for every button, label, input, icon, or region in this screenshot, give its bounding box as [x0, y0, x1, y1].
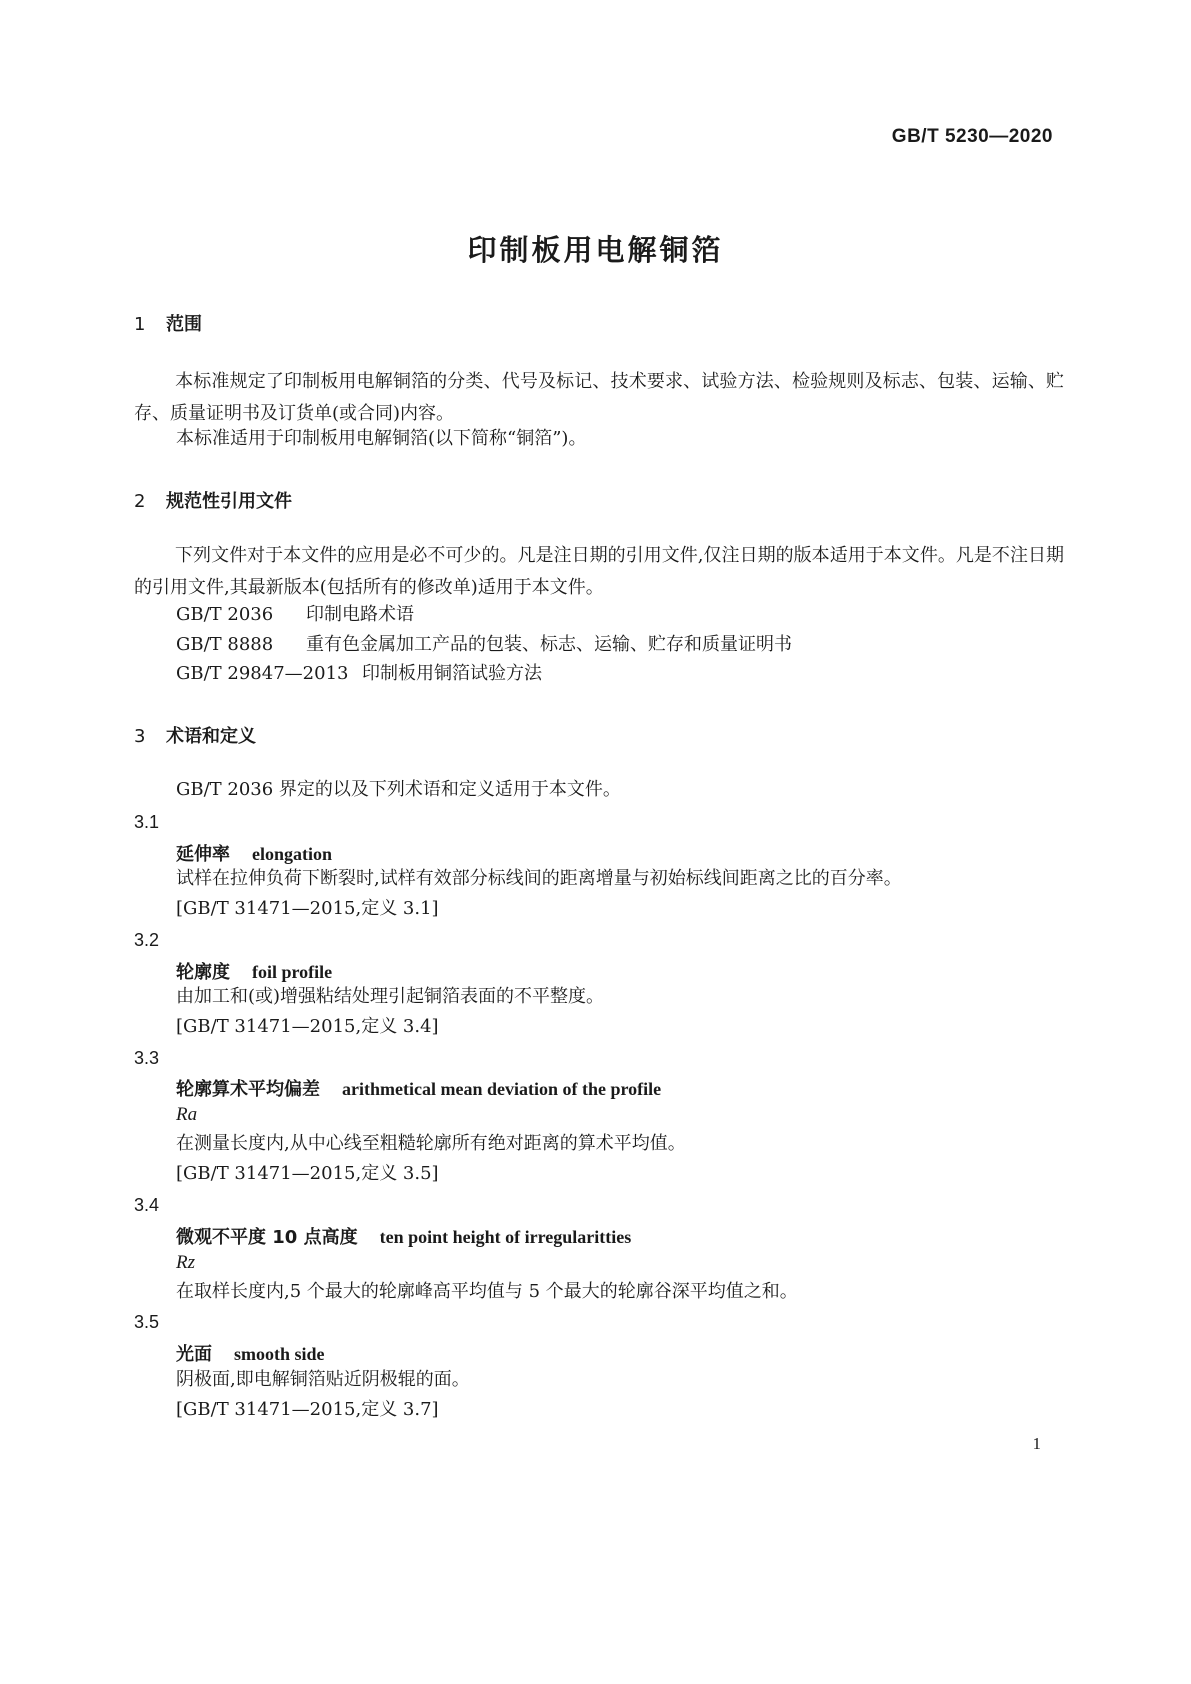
term-source: [GB/T 31471—2015,定义 3.1]: [176, 898, 439, 919]
term-definition: 由加工和(或)增强粘结处理引起铜箔表面的不平整度。: [176, 986, 605, 1007]
term-number: 3.3: [134, 1048, 160, 1068]
term-name-zh: 轮廓度: [176, 962, 230, 983]
term-name-zh: 轮廓算术平均偏差: [176, 1079, 320, 1100]
section-title: 范围: [166, 314, 202, 335]
references-intro-paragraph: 下列文件对于本文件的应用是必不可少的。凡是注日期的引用文件,仅注日期的版本适用于本文件。凡是不注日期的引用文件,其最新版本(包括所有的修改单)适用于本文件。: [134, 545, 1064, 598]
term-source: [GB/T 31471—2015,定义 3.4]: [176, 1016, 439, 1037]
term-name-en: elongation: [252, 844, 333, 864]
term-source: [GB/T 31471—2015,定义 3.5]: [176, 1163, 439, 1184]
section-heading-scope: [134, 310, 202, 336]
terms-intro-paragraph: GB/T 2036 界定的以及下列术语和定义适用于本文件。: [176, 779, 621, 800]
term-definition: 试样在拉伸负荷下断裂时,试样有效部分标线间的距离增量与初始标线间距离之比的百分率。: [176, 868, 902, 889]
reference-title: 印制电路术语: [306, 604, 414, 625]
scope-paragraph-2: 本标准适用于印制板用电解铜箔(以下简称“铜箔”)。: [176, 428, 587, 449]
term-name-en: arithmetical mean deviation of the profile: [342, 1079, 662, 1099]
page-number: 1: [1032, 1434, 1041, 1453]
term-name-en: ten point height of irregularitties: [379, 1227, 632, 1247]
term-number: 3.5: [134, 1312, 160, 1332]
term-number: 3.1: [134, 812, 160, 832]
term-heading: [176, 1340, 325, 1366]
term-heading: [176, 1075, 661, 1101]
section-number: 3: [134, 726, 146, 747]
term-name-zh: 光面: [176, 1344, 212, 1365]
reference-code: GB/T 2036: [176, 604, 274, 625]
term-symbol: Rz: [176, 1252, 195, 1273]
term-definition: 在测量长度内,从中心线至粗糙轮廓所有绝对距离的算术平均值。: [176, 1133, 686, 1154]
reference-title: 印制板用铜箔试验方法: [362, 663, 542, 684]
reference-item: [176, 599, 414, 631]
section-title: 术语和定义: [166, 726, 256, 747]
reference-title: 重有色金属加工产品的包装、标志、运输、贮存和质量证明书: [306, 634, 792, 655]
document-title: 印制板用电解铜箔: [467, 233, 724, 267]
term-name-zh: 微观不平度 10 点高度: [176, 1227, 358, 1248]
term-name-en: smooth side: [234, 1344, 325, 1364]
reference-item: [176, 658, 542, 690]
reference-item: [176, 629, 792, 661]
term-definition: 阴极面,即电解铜箔贴近阴极辊的面。: [176, 1369, 470, 1390]
term-name-en: foil profile: [252, 962, 333, 982]
term-number: 3.2: [134, 930, 160, 950]
section-number: 1: [134, 314, 146, 335]
section-heading-terms: [134, 722, 256, 748]
reference-code: GB/T 29847—2013: [176, 663, 349, 684]
standard-code: GB/T 5230—2020: [891, 126, 1053, 147]
term-number: 3.4: [134, 1195, 160, 1215]
section-number: 2: [134, 491, 146, 512]
reference-code: GB/T 8888: [176, 634, 274, 655]
section-heading-normative-references: [134, 487, 292, 513]
term-definition: 在取样长度内,5 个最大的轮廓峰高平均值与 5 个最大的轮廓谷深平均值之和。: [176, 1281, 798, 1302]
term-heading: [176, 1223, 631, 1249]
term-source: [GB/T 31471—2015,定义 3.7]: [176, 1399, 439, 1420]
section-title: 规范性引用文件: [166, 491, 292, 512]
scope-paragraph-1: 本标准规定了印制板用电解铜箔的分类、代号及标记、技术要求、试验方法、检验规则及标志、包装、运输、贮存、质量证明书及订货单(或合同)内容。: [134, 371, 1064, 424]
term-symbol: Ra: [176, 1104, 198, 1125]
term-name-zh: 延伸率: [176, 844, 230, 865]
